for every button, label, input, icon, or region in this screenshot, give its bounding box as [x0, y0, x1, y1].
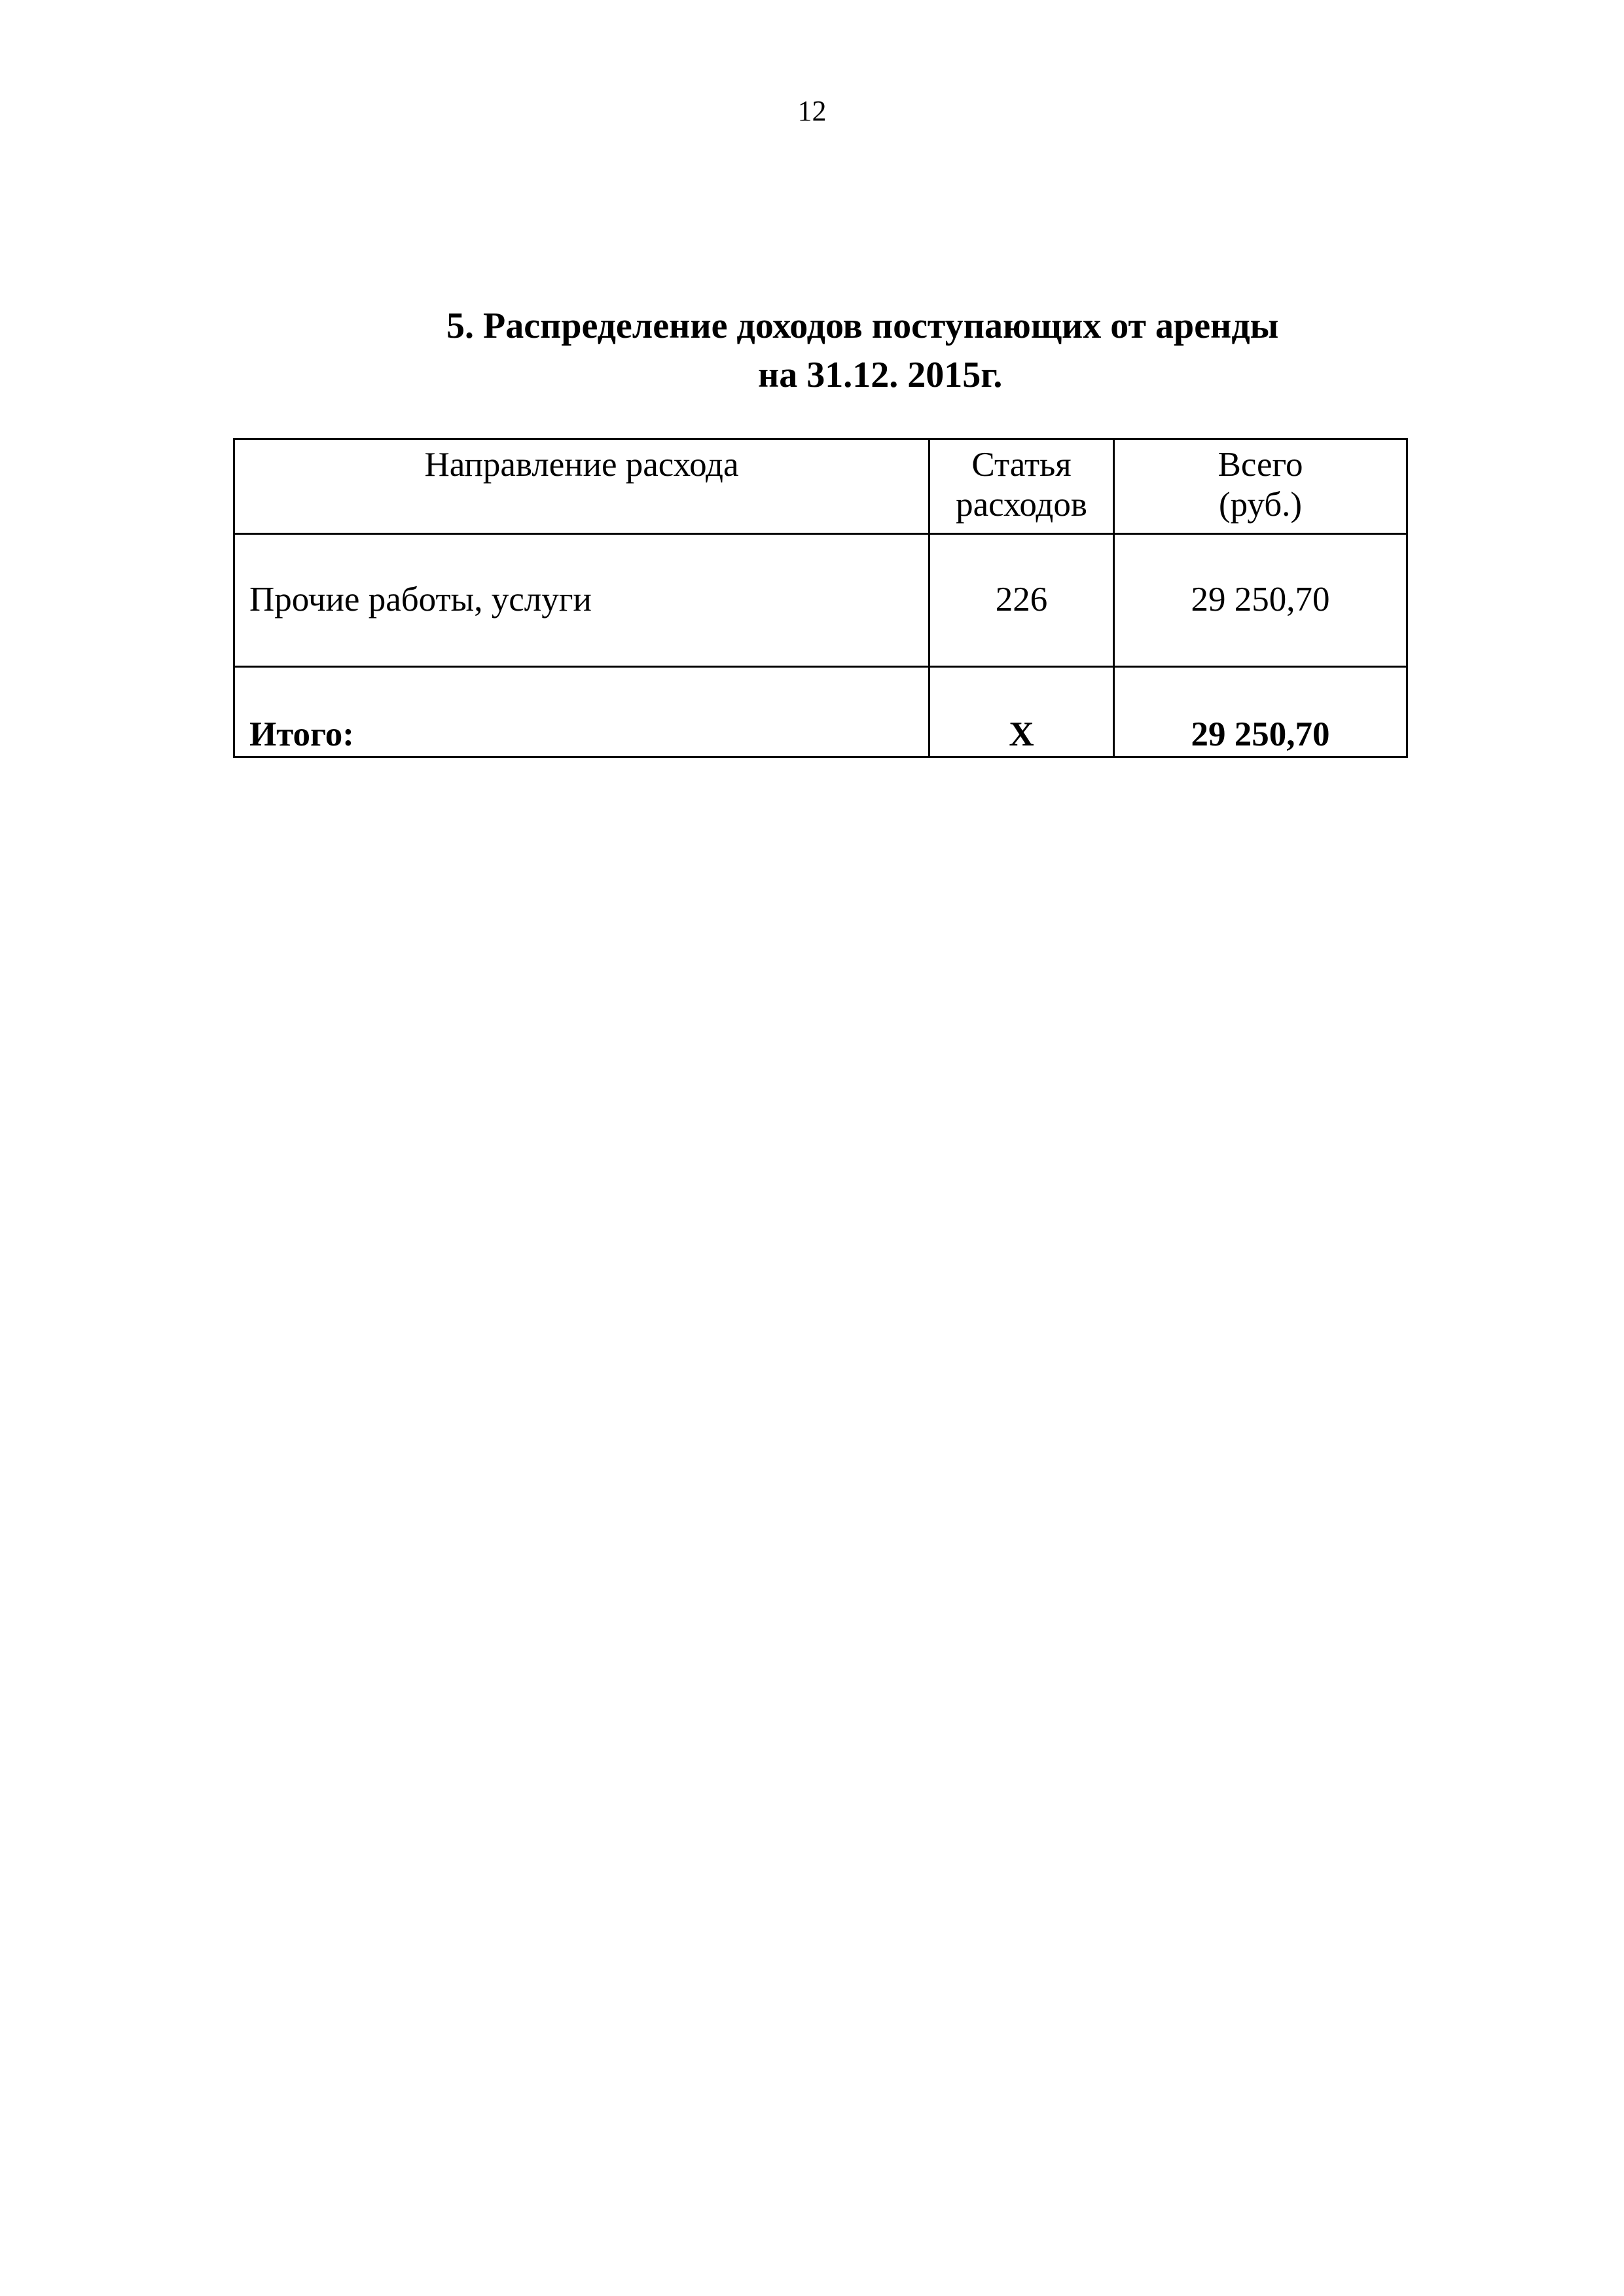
section-title: 5. Распределение доходов поступающих от аренды [446, 306, 1279, 346]
table-total-row [234, 667, 1407, 757]
header-direction-label: Направление расхода [424, 446, 739, 484]
header-total [1114, 439, 1407, 534]
total-article: Х [929, 667, 1114, 757]
page-number: 12 [797, 95, 827, 127]
table-header-row [234, 439, 1407, 534]
total-label: Итого: [234, 667, 929, 757]
table-row [234, 534, 1407, 667]
cell-total: 29 250,70 [1114, 534, 1407, 667]
header-article-line1: Статья [971, 446, 1072, 484]
cell-article: 226 [929, 534, 1114, 667]
cell-direction: Прочие работы, услуги [234, 534, 929, 667]
header-direction [234, 439, 929, 534]
total-amount: 29 250,70 [1114, 667, 1407, 757]
section-subtitle-date: на 31.12. 2015г. [758, 355, 1003, 395]
header-total-line1: Всего [1218, 446, 1303, 484]
header-article [929, 439, 1114, 534]
header-total-line2: (руб.) [1218, 486, 1303, 524]
income-distribution-table [233, 438, 1408, 758]
header-article-line2: расходов [956, 486, 1087, 524]
